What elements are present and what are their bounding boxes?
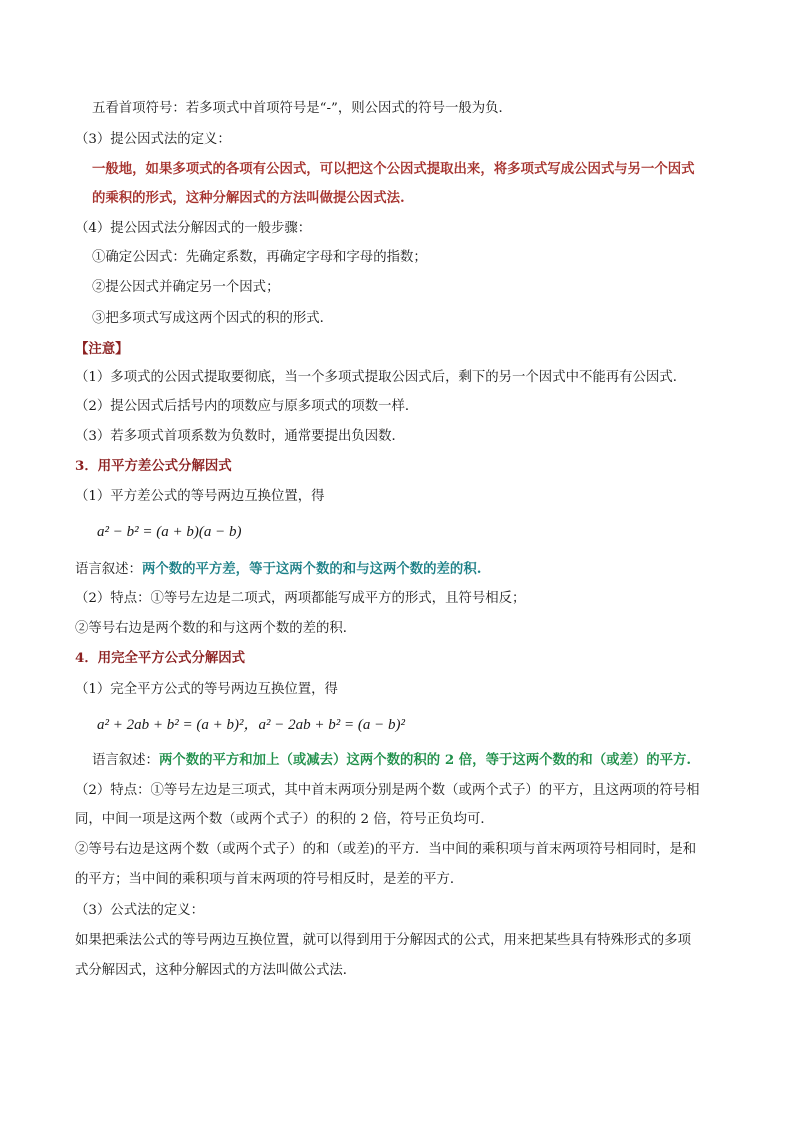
verbal-text: 两个数的平方和加上（或减去）这两个数的积的 2 倍，等于这两个数的和（或差）的平方. bbox=[158, 752, 692, 768]
section-4-definition-heading: （3）公式法的定义： bbox=[75, 903, 205, 918]
section-4-item-1: （1）完全平方公式的等号两边互换位置，得 bbox=[75, 682, 338, 697]
line-definition-text-2: 的乘积的形式，这种分解因式的方法叫做提公因式法. bbox=[92, 190, 405, 206]
section-4-heading: 4．用完全平方公式分解因式 bbox=[75, 650, 246, 666]
section-4-feature-2-cont: 的平方；当中间的乘积项与首末两项的符号相反时，是差的平方． bbox=[75, 872, 464, 887]
line-first-term-sign: 五看首项符号：若多项式中首项符号是“-”，则公因式的符号一般为负． bbox=[92, 101, 512, 116]
section-3-feature-1: （2）特点：①等号左边是二项式，两项都能写成平方的形式，且符号相反； bbox=[75, 591, 526, 606]
verbal-label: 语言叙述： bbox=[92, 753, 159, 768]
verbal-text: 两个数的平方差，等于这两个数的和与这两个数的差的积. bbox=[141, 561, 482, 577]
section-4-feature-1-cont: 同，中间一项是这两个数（或两个式子）的积的 2 倍，符号正负均可． bbox=[75, 812, 494, 827]
line-step-1: ①确定公因式：先确定系数，再确定字母和字母的指数； bbox=[92, 250, 427, 265]
note-item-2: （2）提公因式后括号内的项数应与原多项式的项数一样． bbox=[75, 399, 419, 414]
section-3-item-1: （1）平方差公式的等号两边互换位置，得 bbox=[75, 489, 325, 504]
section-4-feature-2: ②等号右边是这两个数（或两个式子）的和（或差)的平方．当中间的乘积项与首末两项符号相同时，是和 bbox=[75, 842, 697, 857]
section-4-verbal-statement bbox=[92, 750, 691, 771]
note-item-3: （3）若多项式首项系数为负数时，通常要提出负因数． bbox=[75, 429, 405, 444]
verbal-label: 语言叙述： bbox=[75, 562, 142, 577]
section-3-feature-2: ②等号右边是两个数的和与这两个数的差的积． bbox=[75, 621, 357, 636]
line-definition-heading: （3）提公因式法的定义： bbox=[75, 132, 231, 147]
line-definition-text-1: 一般地，如果多项式的各项有公因式，可以把这个公因式提取出来，将多项式写成公因式与另一个因式 bbox=[92, 161, 695, 177]
formula-perfect-square: a² + 2ab + b² = (a + b)²，a² − 2ab + b² = (a − b)² bbox=[97, 717, 405, 733]
note-heading: 【注意】 bbox=[75, 341, 129, 357]
line-steps-heading: （4）提公因式法分解因式的一般步骤： bbox=[75, 221, 312, 236]
section-3-heading: 3．用平方差公式分解因式 bbox=[75, 458, 232, 474]
line-step-3: ③把多项式写成这两个因式的积的形式． bbox=[92, 311, 334, 326]
section-4-feature-1: （2）特点：①等号左边是三项式，其中首末两项分别是两个数（或两个式子）的平方，且这两项的符号相 bbox=[75, 783, 700, 798]
note-item-1: （1）多项式的公因式提取要彻底，当一个多项式提取公因式后，剩下的另一个因式中不能再有公因式． bbox=[75, 370, 687, 385]
section-4-definition-2: 式分解因式，这种分解因式的方法叫做公式法． bbox=[75, 963, 357, 978]
section-4-definition-1: 如果把乘法公式的等号两边互换位置，就可以得到用于分解因式的公式，用来把某些具有特殊形式的多项 bbox=[75, 933, 691, 948]
formula-difference-of-squares: a² − b² = (a + b)(a − b) bbox=[97, 524, 242, 540]
section-3-verbal-statement bbox=[75, 559, 481, 580]
line-step-2: ②提公因式并确定另一个因式； bbox=[92, 280, 280, 295]
